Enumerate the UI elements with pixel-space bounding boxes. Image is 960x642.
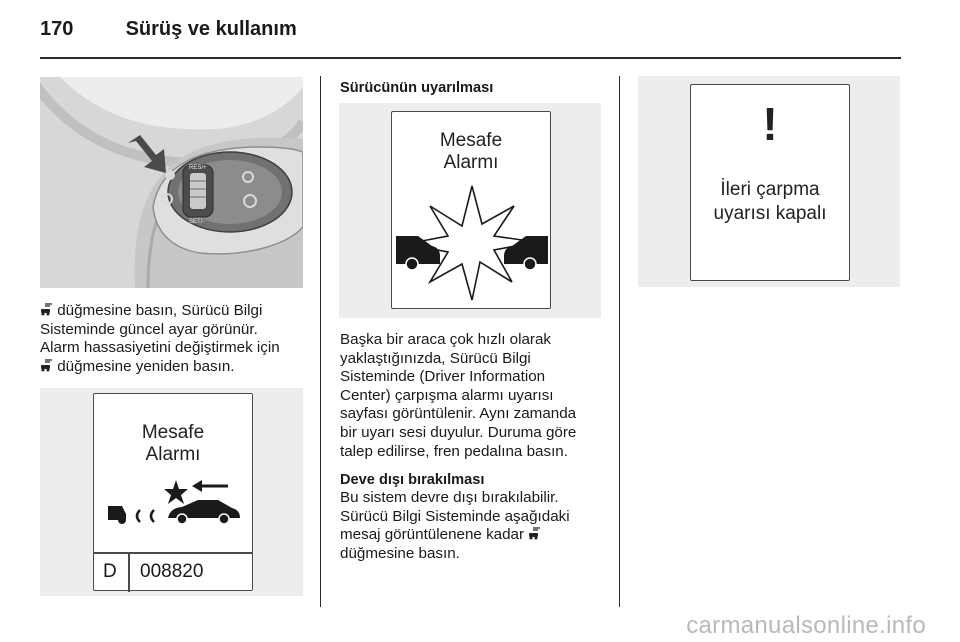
text-line: mesaj görüntülenene kadar	[340, 526, 610, 545]
display-message-line2: uyarısı kapalı	[713, 203, 827, 224]
page-number: 170	[40, 18, 74, 40]
watermark: carmanualsonline.info	[686, 612, 926, 639]
col1-paragraph	[40, 302, 315, 376]
distance-alarm-display	[93, 393, 253, 591]
distance-button-icon	[40, 359, 53, 372]
collision-icon	[396, 184, 548, 302]
warning-exclamation: !	[762, 98, 778, 150]
column-divider-1	[320, 76, 321, 607]
header-rule	[40, 57, 901, 59]
section-heading-warning: Sürücünün uyarılması	[340, 80, 494, 96]
steering-wheel-illustration	[40, 77, 303, 288]
text-line: düğmesine yeniden basın.	[40, 358, 315, 377]
distance-button-icon	[528, 527, 541, 540]
text-line: düğmesine basın.	[340, 544, 460, 562]
display-title-line1: Mesafe	[141, 422, 205, 443]
page-header	[40, 18, 297, 41]
svg-text:RES/+: RES/+	[189, 165, 207, 171]
distance-button-icon	[40, 303, 53, 316]
text-line: Center) çarpışma alarmı uyarısı	[340, 386, 554, 404]
text-line: Alarm hassasiyetini değiştirmek için	[40, 339, 280, 357]
distance-alarm-display-panel	[40, 388, 303, 596]
display-divider-vertical	[128, 552, 130, 592]
collision-warning-off-display	[690, 84, 850, 281]
distance-alarm-icon	[100, 478, 246, 526]
text-line: Sisteminde güncel ayar görünür.	[40, 320, 258, 338]
display-divider	[94, 552, 252, 554]
text-line: Bu sistem devre dışı bırakılabilir.	[340, 489, 559, 506]
section-heading-deactivation: Deve dışı bırakılması	[340, 472, 485, 488]
display-message-line1: İleri çarpma	[720, 179, 820, 200]
collision-alarm-display-panel	[339, 103, 601, 318]
text-line: Sisteminde (Driver Information	[340, 368, 546, 386]
col2-paragraph-1	[340, 331, 610, 461]
text-line: talep edilirse, fren pedalına basın.	[340, 442, 568, 460]
text-line: Sürücü Bilgi Sisteminde aşağıdaki	[340, 507, 570, 525]
col2-paragraph-2	[340, 489, 610, 563]
collision-warning-off-display-panel	[638, 76, 900, 287]
text-line: sayfası görüntülenir. Aynı zamanda	[340, 405, 577, 423]
display-title-line1: Mesafe	[439, 130, 503, 151]
text-line: yaklaştığınızda, Sürücü Bilgi	[340, 349, 531, 367]
collision-alarm-display	[391, 111, 551, 309]
svg-text:SET/-: SET/-	[189, 219, 205, 225]
odometer-value: 008820	[140, 561, 204, 582]
section-title: Sürüş ve kullanım	[125, 18, 297, 40]
gear-indicator: D	[103, 561, 117, 582]
text-line: düğmesine basın, Sürücü Bilgi	[40, 302, 315, 321]
text-line: bir uyarı sesi duyulur. Duruma göre	[340, 423, 577, 441]
display-title-line2: Alarmı	[145, 444, 201, 465]
column-divider-2	[619, 76, 620, 607]
text-line: Başka bir araca çok hızlı olarak	[340, 331, 552, 348]
display-title-line2: Alarmı	[443, 152, 499, 173]
